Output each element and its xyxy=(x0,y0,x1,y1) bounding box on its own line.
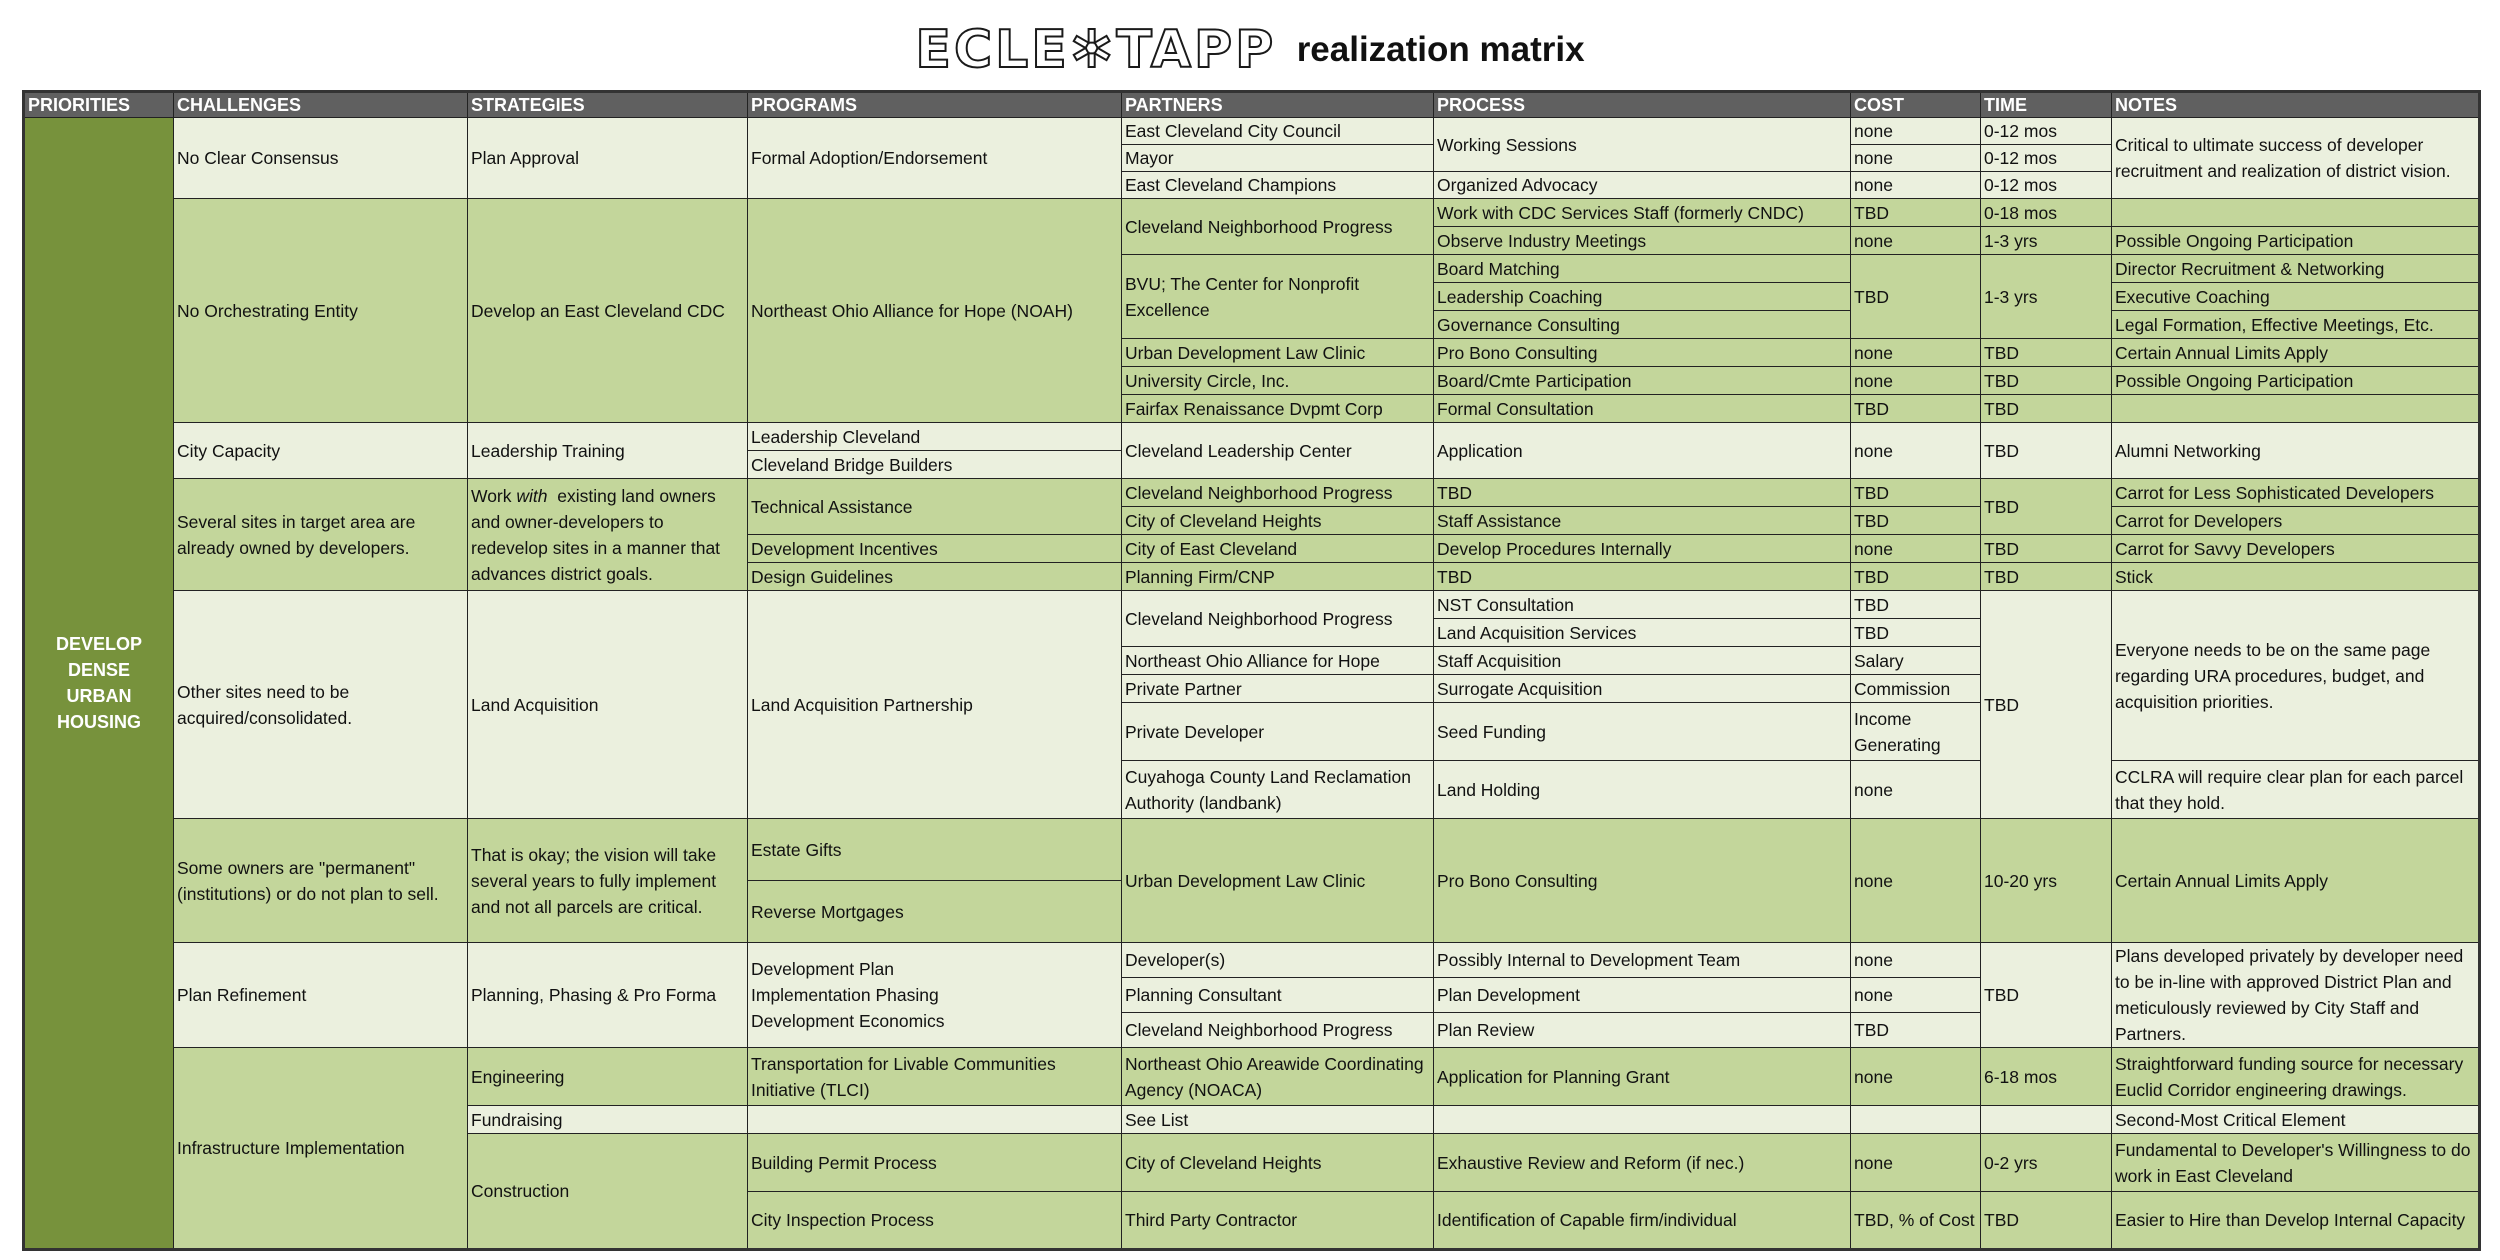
process-cell: TBD xyxy=(1434,563,1851,591)
notes-cell: Fundamental to Developer's Willingness to do work in East Cleveland xyxy=(2112,1134,2480,1192)
cost-cell: none xyxy=(1851,761,1981,819)
strategy-cell: Fundraising xyxy=(468,1106,748,1134)
challenge-cell: Several sites in target area are already owned by developers. xyxy=(174,479,468,591)
partner-cell: City of East Cleveland xyxy=(1122,535,1434,563)
process-cell: Pro Bono Consulting xyxy=(1434,339,1851,367)
process-cell: Land Acquisition Services xyxy=(1434,619,1851,647)
page-subtitle: realization matrix xyxy=(1296,30,1585,69)
process-cell: Pro Bono Consulting xyxy=(1434,819,1851,943)
cost-cell: Income Generating xyxy=(1851,703,1981,761)
time-cell: TBD xyxy=(1981,339,2112,367)
challenge-cell: Infrastructure Implementation xyxy=(174,1048,468,1250)
column-header: TIME xyxy=(1981,92,2112,118)
cost-cell: none xyxy=(1851,1048,1981,1106)
cost-cell: none xyxy=(1851,339,1981,367)
strategy-cell xyxy=(468,479,748,591)
partner-cell: Northeast Ohio Alliance for Hope xyxy=(1122,647,1434,675)
strategy-cell: Plan Approval xyxy=(468,118,748,199)
cost-cell: TBD xyxy=(1851,479,1981,507)
table-row xyxy=(24,1048,2480,1106)
strategy-cell: That is okay; the vision will take several years to fully implement and not all parcels are critical. xyxy=(468,819,748,943)
strategy-cell: Construction xyxy=(468,1134,748,1250)
column-header: PRIORITIES xyxy=(24,92,174,118)
cost-cell: none xyxy=(1851,227,1981,255)
time-cell: TBD xyxy=(1981,563,2112,591)
partner-cell: BVU; The Center for Nonprofit Excellence xyxy=(1122,255,1434,339)
program-cell: City Inspection Process xyxy=(748,1192,1122,1250)
table-row xyxy=(24,943,2480,978)
partner-cell: City of Cleveland Heights xyxy=(1122,507,1434,535)
time-cell: 0-18 mos xyxy=(1981,199,2112,227)
program-cell: Technical Assistance xyxy=(748,479,1122,535)
cost-cell: TBD xyxy=(1851,619,1981,647)
cost-cell: TBD xyxy=(1851,507,1981,535)
notes-cell: Executive Coaching xyxy=(2112,283,2480,311)
notes-cell: Certain Annual Limits Apply xyxy=(2112,819,2480,943)
column-header: PROCESS xyxy=(1434,92,1851,118)
time-cell: TBD xyxy=(1981,367,2112,395)
strategy-cell: Planning, Phasing & Pro Forma xyxy=(468,943,748,1048)
process-cell: Land Holding xyxy=(1434,761,1851,819)
notes-cell: Critical to ultimate success of developer recruitment and realization of district vision. xyxy=(2112,118,2480,199)
time-cell: TBD xyxy=(1981,395,2112,423)
cost-cell: TBD xyxy=(1851,591,1981,619)
page-title xyxy=(0,20,2500,80)
cost-cell: TBD xyxy=(1851,199,1981,227)
cost-cell: none xyxy=(1851,978,1981,1013)
notes-cell: Easier to Hire than Develop Internal Capacity xyxy=(2112,1192,2480,1250)
process-cell: Seed Funding xyxy=(1434,703,1851,761)
column-header: COST xyxy=(1851,92,1981,118)
program-cell xyxy=(748,1106,1122,1134)
time-cell: 0-12 mos xyxy=(1981,172,2112,199)
process-cell: Possibly Internal to Development Team xyxy=(1434,943,1851,978)
process-cell: Surrogate Acquisition xyxy=(1434,675,1851,703)
priority-cell: DEVELOP DENSE URBAN HOUSING xyxy=(24,118,174,1250)
cost-cell: TBD xyxy=(1851,255,1981,339)
time-cell: TBD xyxy=(1981,535,2112,563)
program-cell xyxy=(748,943,1122,1048)
table-row xyxy=(24,819,2480,881)
notes-cell: Certain Annual Limits Apply xyxy=(2112,339,2480,367)
program-item: Implementation Phasing xyxy=(751,985,939,1005)
program-cell: Development Incentives xyxy=(748,535,1122,563)
strategy-cell: Develop an East Cleveland CDC xyxy=(468,199,748,423)
process-cell: TBD xyxy=(1434,479,1851,507)
time-cell: TBD xyxy=(1981,1192,2112,1250)
time-cell: 0-12 mos xyxy=(1981,118,2112,145)
partner-cell: Developer(s) xyxy=(1122,943,1434,978)
time-cell: TBD xyxy=(1981,943,2112,1048)
partner-cell: East Cleveland Champions xyxy=(1122,172,1434,199)
strategy-cell: Engineering xyxy=(468,1048,748,1106)
time-cell: 0-12 mos xyxy=(1981,145,2112,172)
notes-cell: Plans developed privately by developer need to be in-line with approved District Plan and meticulously reviewed by City Staff and Partners. xyxy=(2112,943,2480,1048)
program-item: Development Economics xyxy=(751,1011,945,1031)
column-header: PROGRAMS xyxy=(748,92,1122,118)
process-cell: Staff Acquisition xyxy=(1434,647,1851,675)
cost-cell: none xyxy=(1851,535,1981,563)
notes-cell: Possible Ongoing Participation xyxy=(2112,367,2480,395)
time-cell: 0-2 yrs xyxy=(1981,1134,2112,1192)
challenge-cell: No Clear Consensus xyxy=(174,118,468,199)
process-cell: Plan Development xyxy=(1434,978,1851,1013)
partner-cell: Planning Firm/CNP xyxy=(1122,563,1434,591)
challenge-cell: City Capacity xyxy=(174,423,468,479)
notes-cell: CCLRA will require clear plan for each parcel that they hold. xyxy=(2112,761,2480,819)
notes-cell: Alumni Networking xyxy=(2112,423,2480,479)
notes-cell: Carrot for Less Sophisticated Developers xyxy=(2112,479,2480,507)
partner-cell: Planning Consultant xyxy=(1122,978,1434,1013)
notes-cell: Carrot for Savvy Developers xyxy=(2112,535,2480,563)
cost-cell: none xyxy=(1851,819,1981,943)
process-cell: Board/Cmte Participation xyxy=(1434,367,1851,395)
notes-cell: Stick xyxy=(2112,563,2480,591)
process-cell: Work with CDC Services Staff (formerly CNDC) xyxy=(1434,199,1851,227)
partner-cell: University Circle, Inc. xyxy=(1122,367,1434,395)
header-row xyxy=(24,92,2480,118)
partner-cell: Cleveland Neighborhood Progress xyxy=(1122,479,1434,507)
cost-cell: Commission xyxy=(1851,675,1981,703)
process-cell: Working Sessions xyxy=(1434,118,1851,172)
strategy-cell: Land Acquisition xyxy=(468,591,748,819)
notes-cell xyxy=(2112,395,2480,423)
cost-cell xyxy=(1851,1106,1981,1134)
process-cell: Leadership Coaching xyxy=(1434,283,1851,311)
cost-cell: TBD, % of Cost xyxy=(1851,1192,1981,1250)
partner-cell: Private Developer xyxy=(1122,703,1434,761)
realization-matrix-table xyxy=(22,90,2481,1251)
partner-cell: Cleveland Neighborhood Progress xyxy=(1122,591,1434,647)
process-cell: Governance Consulting xyxy=(1434,311,1851,339)
notes-cell: Director Recruitment & Networking xyxy=(2112,255,2480,283)
cost-cell: none xyxy=(1851,145,1981,172)
strategy-cell: Leadership Training xyxy=(468,423,748,479)
challenge-cell: Some owners are "permanent" (institutions) or do not plan to sell. xyxy=(174,819,468,943)
partner-cell: Cleveland Neighborhood Progress xyxy=(1122,199,1434,255)
strategy-text: existing land owners and owner-developers to redevelop sites in a manner that advances district goals. xyxy=(471,485,725,584)
table-row xyxy=(24,479,2480,507)
program-cell: Building Permit Process xyxy=(748,1134,1122,1192)
notes-cell: Possible Ongoing Participation xyxy=(2112,227,2480,255)
time-cell: 10-20 yrs xyxy=(1981,819,2112,943)
table-row xyxy=(24,591,2480,619)
program-cell: Land Acquisition Partnership xyxy=(748,591,1122,819)
time-cell: 1-3 yrs xyxy=(1981,255,2112,339)
time-cell: TBD xyxy=(1981,591,2112,819)
process-cell: Application xyxy=(1434,423,1851,479)
notes-cell: Straightforward funding source for necessary Euclid Corridor engineering drawings. xyxy=(2112,1048,2480,1106)
process-cell: Develop Procedures Internally xyxy=(1434,535,1851,563)
process-cell: Exhaustive Review and Reform (if nec.) xyxy=(1434,1134,1851,1192)
cost-cell: none xyxy=(1851,423,1981,479)
column-header: PARTNERS xyxy=(1122,92,1434,118)
time-cell: 6-18 mos xyxy=(1981,1048,2112,1106)
partner-cell: Cleveland Neighborhood Progress xyxy=(1122,1013,1434,1048)
column-header: STRATEGIES xyxy=(468,92,748,118)
program-cell: Northeast Ohio Alliance for Hope (NOAH) xyxy=(748,199,1122,423)
challenge-cell: Other sites need to be acquired/consolidated. xyxy=(174,591,468,819)
cost-cell: none xyxy=(1851,118,1981,145)
cost-cell: Salary xyxy=(1851,647,1981,675)
partner-cell: Cleveland Leadership Center xyxy=(1122,423,1434,479)
cost-cell: none xyxy=(1851,943,1981,978)
time-cell: TBD xyxy=(1981,423,2112,479)
partner-cell: Fairfax Renaissance Dvpmt Corp xyxy=(1122,395,1434,423)
notes-cell: Legal Formation, Effective Meetings, Etc. xyxy=(2112,311,2480,339)
program-cell: Leadership Cleveland xyxy=(748,423,1122,451)
cost-cell: TBD xyxy=(1851,563,1981,591)
process-cell xyxy=(1434,1106,1851,1134)
time-cell: 1-3 yrs xyxy=(1981,227,2112,255)
cost-cell: TBD xyxy=(1851,395,1981,423)
column-header: NOTES xyxy=(2112,92,2480,118)
partner-cell: Northeast Ohio Areawide Coordinating Agency (NOACA) xyxy=(1122,1048,1434,1106)
process-cell: Observe Industry Meetings xyxy=(1434,227,1851,255)
strategy-text: Work xyxy=(471,485,517,506)
notes-cell: Everyone needs to be on the same page regarding URA procedures, budget, and acquisition priorities. xyxy=(2112,591,2480,761)
process-cell: Plan Review xyxy=(1434,1013,1851,1048)
partner-cell: See List xyxy=(1122,1106,1434,1134)
notes-cell xyxy=(2112,199,2480,227)
program-cell: Transportation for Livable Communities Initiative (TLCI) xyxy=(748,1048,1122,1106)
partner-cell: Cuyahoga County Land Reclamation Authority (landbank) xyxy=(1122,761,1434,819)
partner-cell: Private Partner xyxy=(1122,675,1434,703)
process-cell: Application for Planning Grant xyxy=(1434,1048,1851,1106)
process-cell: NST Consultation xyxy=(1434,591,1851,619)
time-cell xyxy=(1981,1106,2112,1134)
notes-cell: Second-Most Critical Element xyxy=(2112,1106,2480,1134)
process-cell: Board Matching xyxy=(1434,255,1851,283)
partner-cell: Urban Development Law Clinic xyxy=(1122,339,1434,367)
program-cell: Estate Gifts xyxy=(748,819,1122,881)
partner-cell: East Cleveland City Council xyxy=(1122,118,1434,145)
cost-cell: none xyxy=(1851,367,1981,395)
partner-cell: Third Party Contractor xyxy=(1122,1192,1434,1250)
table-row xyxy=(24,199,2480,227)
program-cell: Reverse Mortgages xyxy=(748,881,1122,943)
challenge-cell: No Orchestrating Entity xyxy=(174,199,468,423)
time-cell: TBD xyxy=(1981,479,2112,535)
cost-cell: TBD xyxy=(1851,1013,1981,1048)
partner-cell: City of Cleveland Heights xyxy=(1122,1134,1434,1192)
cost-cell: none xyxy=(1851,172,1981,199)
program-cell: Design Guidelines xyxy=(748,563,1122,591)
notes-cell: Carrot for Developers xyxy=(2112,507,2480,535)
table-row xyxy=(24,118,2480,145)
process-cell: Formal Consultation xyxy=(1434,395,1851,423)
program-cell: Cleveland Bridge Builders xyxy=(748,451,1122,479)
strategy-emphasis: with xyxy=(516,485,548,506)
partner-cell: Mayor xyxy=(1122,145,1434,172)
cost-cell: none xyxy=(1851,1134,1981,1192)
process-cell: Organized Advocacy xyxy=(1434,172,1851,199)
process-cell: Staff Assistance xyxy=(1434,507,1851,535)
program-cell: Formal Adoption/Endorsement xyxy=(748,118,1122,199)
table-row xyxy=(24,423,2480,451)
column-header: CHALLENGES xyxy=(174,92,468,118)
process-cell: Identification of Capable firm/individual xyxy=(1434,1192,1851,1250)
brand-logo: ECLE✲TAPP xyxy=(915,20,1277,80)
partner-cell: Urban Development Law Clinic xyxy=(1122,819,1434,943)
program-item: Development Plan xyxy=(751,959,894,979)
challenge-cell: Plan Refinement xyxy=(174,943,468,1048)
